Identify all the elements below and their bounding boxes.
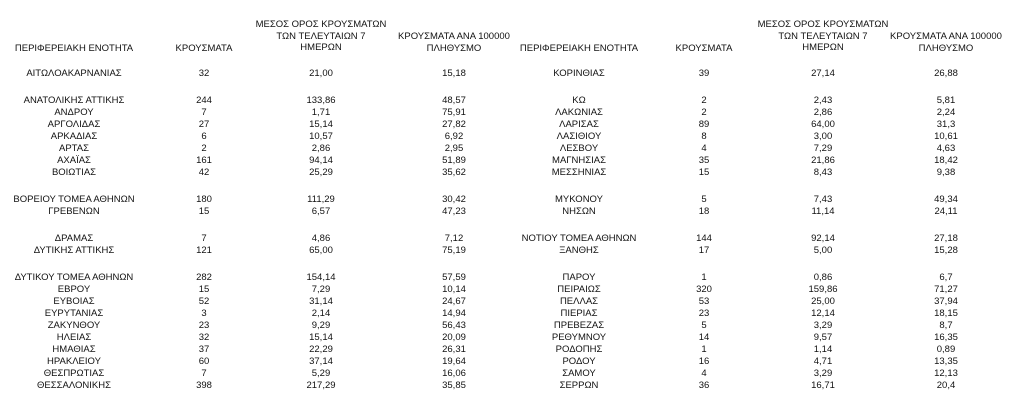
region-cell: ΗΛΕΙΑΣ bbox=[56, 332, 92, 343]
region-cell: ΣΑΜΟΥ bbox=[562, 368, 596, 379]
per100k-cell: 19,64 bbox=[442, 356, 466, 367]
avg7-cell: 25,29 bbox=[309, 167, 333, 178]
region-cell: ΕΒΡΟΥ bbox=[57, 284, 91, 295]
region-cell: ΠΙΕΡΙΑΣ bbox=[560, 308, 598, 319]
region-cell: ΑΡΓΟΛΙΔΑΣ bbox=[47, 119, 101, 130]
avg7-cell: 0,86 bbox=[813, 272, 833, 283]
region-cell: ΔΡΑΜΑΣ bbox=[54, 233, 94, 244]
cases-cell: 2 bbox=[701, 95, 707, 106]
cases-cell: 161 bbox=[196, 155, 212, 166]
cases-cell: 244 bbox=[196, 95, 212, 106]
cases-cell: 1 bbox=[701, 272, 707, 283]
cases-cell: 89 bbox=[698, 119, 710, 130]
avg7-cell: 92,14 bbox=[811, 233, 835, 244]
cases-cell: 23 bbox=[198, 320, 210, 331]
avg7-cell: 37,14 bbox=[309, 356, 333, 367]
avg7-cell: 21,00 bbox=[309, 68, 333, 79]
cases-cell: 144 bbox=[696, 233, 712, 244]
cases-cell: 52 bbox=[198, 296, 210, 307]
per100k-cell: 20,4 bbox=[936, 380, 956, 391]
region-cell: ΚΟΡΙΝΘΙΑΣ bbox=[553, 68, 605, 79]
region-cell: ΑΧΑΪΑΣ bbox=[57, 155, 91, 166]
per100k-cell: 10,61 bbox=[934, 131, 958, 142]
region-cell: ΜΕΣΣΗΝΙΑΣ bbox=[551, 167, 607, 178]
per100k-cell: 35,62 bbox=[442, 167, 466, 178]
header-per100k-left: ΚΡΟΥΣΜΑΤΑ ΑΝΑ 100000 ΠΛΗΘΥΣΜΟ bbox=[398, 31, 510, 54]
cases-cell: 39 bbox=[698, 68, 710, 79]
avg7-cell: 5,00 bbox=[813, 245, 833, 256]
region-cell: ΕΥΡΥΤΑΝΙΑΣ bbox=[44, 308, 104, 319]
header-avg7-right: ΜΕΣΟΣ ΟΡΟΣ ΚΡΟΥΣΜΑΤΩΝ ΤΩΝ ΤΕΛΕΥΤΑΙΩΝ 7 ΗΜΕΡΩΝ bbox=[757, 19, 889, 53]
avg7-cell: 22,29 bbox=[309, 344, 333, 355]
region-cell: ΛΑΡΙΣΑΣ bbox=[559, 119, 599, 130]
header-cases-left: ΚΡΟΥΣΜΑΤΑ bbox=[175, 43, 233, 54]
cases-cell: 15 bbox=[698, 167, 710, 178]
region-cell: ΜΥΚΟΝΟΥ bbox=[555, 194, 603, 205]
region-cell: ΗΜΑΘΙΑΣ bbox=[52, 344, 96, 355]
cases-cell: 53 bbox=[698, 296, 710, 307]
per100k-cell: 6,7 bbox=[939, 272, 953, 283]
avg7-cell: 111,29 bbox=[307, 194, 335, 205]
cases-cell: 2 bbox=[701, 107, 707, 118]
region-cell: ΑΡΚΑΔΙΑΣ bbox=[50, 131, 98, 142]
cases-cell: 32 bbox=[198, 332, 210, 343]
avg7-cell: 3,29 bbox=[813, 320, 833, 331]
per100k-cell: 24,67 bbox=[442, 296, 466, 307]
region-cell: ΕΥΒΟΙΑΣ bbox=[53, 296, 95, 307]
header-region-left: ΠΕΡΙΦΕΡΕΙΑΚΗ ΕΝΟΤΗΤΑ bbox=[14, 43, 134, 54]
cases-cell: 23 bbox=[698, 308, 710, 319]
cases-cell: 3 bbox=[201, 308, 207, 319]
avg7-cell: 7,43 bbox=[813, 194, 833, 205]
avg7-cell: 3,00 bbox=[813, 131, 833, 142]
avg7-cell: 9,57 bbox=[813, 332, 833, 343]
per100k-cell: 49,34 bbox=[934, 194, 958, 205]
region-cell: ΑΡΤΑΣ bbox=[59, 143, 89, 154]
cases-cell: 60 bbox=[198, 356, 210, 367]
per100k-cell: 24,11 bbox=[934, 206, 958, 217]
cases-cell: 37 bbox=[198, 344, 210, 355]
per100k-cell: 15,28 bbox=[934, 245, 958, 256]
region-cell: ΑΝΔΡΟΥ bbox=[54, 107, 94, 118]
avg7-cell: 21,86 bbox=[811, 155, 835, 166]
cases-cell: 1 bbox=[701, 344, 707, 355]
avg7-cell: 2,86 bbox=[311, 143, 331, 154]
cases-cell: 320 bbox=[696, 284, 712, 295]
avg7-cell: 4,71 bbox=[813, 356, 833, 367]
region-cell: ΖΑΚΥΝΘΟΥ bbox=[47, 320, 101, 331]
avg7-cell: 5,29 bbox=[311, 368, 331, 379]
per100k-cell: 30,42 bbox=[442, 194, 466, 205]
region-cell: ΛΕΣΒΟΥ bbox=[559, 143, 599, 154]
region-cell: ΓΡΕΒΕΝΩΝ bbox=[48, 206, 100, 217]
avg7-cell: 9,29 bbox=[311, 320, 331, 331]
per100k-cell: 47,23 bbox=[442, 206, 466, 217]
per100k-cell: 37,94 bbox=[934, 296, 958, 307]
avg7-cell: 12,14 bbox=[811, 308, 835, 319]
avg7-cell: 8,43 bbox=[813, 167, 833, 178]
avg7-cell: 217,29 bbox=[306, 380, 336, 391]
avg7-cell: 3,29 bbox=[813, 368, 833, 379]
cases-cell: 15 bbox=[198, 284, 210, 295]
cases-cell: 121 bbox=[196, 245, 212, 256]
per100k-cell: 75,19 bbox=[442, 245, 466, 256]
avg7-cell: 65,00 bbox=[309, 245, 333, 256]
per100k-cell: 10,14 bbox=[442, 284, 466, 295]
avg7-cell: 154,14 bbox=[306, 272, 336, 283]
region-cell: ΛΑΚΩΝΙΑΣ bbox=[555, 107, 603, 118]
region-cell: ΜΑΓΝΗΣΙΑΣ bbox=[552, 155, 606, 166]
avg7-cell: 15,14 bbox=[309, 119, 333, 130]
per100k-cell: 16,06 bbox=[442, 368, 466, 379]
per100k-cell: 7,12 bbox=[444, 233, 464, 244]
cases-cell: 16 bbox=[698, 356, 710, 367]
per100k-cell: 27,82 bbox=[442, 119, 466, 130]
avg7-cell: 16,71 bbox=[811, 380, 835, 391]
per100k-cell: 0,89 bbox=[936, 344, 956, 355]
cases-cell: 36 bbox=[698, 380, 710, 391]
per100k-cell: 4,63 bbox=[936, 143, 956, 154]
cases-cell: 35 bbox=[698, 155, 710, 166]
region-cell: ΡΟΔΟΥ bbox=[562, 356, 596, 367]
cases-cell: 17 bbox=[698, 245, 710, 256]
per100k-cell: 75,91 bbox=[442, 107, 466, 118]
region-cell: ΠΕΛΛΑΣ bbox=[559, 296, 599, 307]
per100k-cell: 13,35 bbox=[934, 356, 958, 367]
region-cell: ΑΝΑΤΟΛΙΚΗΣ ΑΤΤΙΚΗΣ bbox=[23, 95, 125, 106]
per100k-cell: 15,18 bbox=[442, 68, 466, 79]
region-cell: ΑΙΤΩΛΟΑΚΑΡΝΑΝΙΑΣ bbox=[26, 68, 122, 79]
region-cell: ΝΟΤΙΟΥ ΤΟΜΕΑ ΑΘΗΝΩΝ bbox=[521, 233, 637, 244]
cases-cell: 2 bbox=[201, 143, 207, 154]
header-avg7-left: ΜΕΣΟΣ ΟΡΟΣ ΚΡΟΥΣΜΑΤΩΝ ΤΩΝ ΤΕΛΕΥΤΑΙΩΝ 7 ΗΜΕΡΩΝ bbox=[255, 19, 387, 53]
avg7-cell: 27,14 bbox=[811, 68, 835, 79]
cases-cell: 282 bbox=[196, 272, 212, 283]
per100k-cell: 71,27 bbox=[934, 284, 958, 295]
header-region-right: ΠΕΡΙΦΕΡΕΙΑΚΗ ΕΝΟΤΗΤΑ bbox=[519, 43, 639, 54]
per100k-cell: 2,24 bbox=[936, 107, 956, 118]
per100k-cell: 16,35 bbox=[934, 332, 958, 343]
cases-cell: 5 bbox=[701, 194, 707, 205]
avg7-cell: 4,86 bbox=[311, 233, 331, 244]
per100k-cell: 8,7 bbox=[939, 320, 953, 331]
per100k-cell: 56,43 bbox=[442, 320, 466, 331]
per100k-cell: 9,38 bbox=[936, 167, 956, 178]
avg7-cell: 6,57 bbox=[311, 206, 331, 217]
header-per100k-right: ΚΡΟΥΣΜΑΤΑ ΑΝΑ 100000 ΠΛΗΘΥΣΜΟ bbox=[890, 31, 1002, 54]
cases-cell: 15 bbox=[198, 206, 210, 217]
cases-cell: 27 bbox=[198, 119, 210, 130]
region-cell: ΡΟΔΟΠΗΣ bbox=[555, 344, 603, 355]
per100k-cell: 31,3 bbox=[936, 119, 956, 130]
cases-cell: 4 bbox=[701, 143, 707, 154]
per100k-cell: 57,59 bbox=[442, 272, 466, 283]
per100k-cell: 35,85 bbox=[442, 380, 466, 391]
region-cell: ΘΕΣΣΑΛΟΝΙΚΗΣ bbox=[37, 380, 111, 391]
region-cell: ΔΥΤΙΚΗΣ ΑΤΤΙΚΗΣ bbox=[33, 245, 115, 256]
cases-cell: 180 bbox=[196, 194, 212, 205]
cases-cell: 42 bbox=[198, 167, 210, 178]
avg7-cell: 2,14 bbox=[311, 308, 331, 319]
region-cell: ΝΗΣΩΝ bbox=[562, 206, 596, 217]
per100k-cell: 27,18 bbox=[934, 233, 958, 244]
per100k-cell: 18,15 bbox=[934, 308, 958, 319]
per100k-cell: 26,31 bbox=[442, 344, 466, 355]
avg7-cell: 31,14 bbox=[309, 296, 333, 307]
cases-cell: 7 bbox=[201, 107, 207, 118]
avg7-cell: 7,29 bbox=[311, 284, 331, 295]
avg7-cell: 2,86 bbox=[813, 107, 833, 118]
per100k-cell: 48,57 bbox=[442, 95, 466, 106]
cases-cell: 4 bbox=[701, 368, 707, 379]
cases-cell: 7 bbox=[201, 368, 207, 379]
region-cell: ΡΕΘΥΜΝΟΥ bbox=[551, 332, 607, 343]
cases-cell: 32 bbox=[198, 68, 210, 79]
region-cell: ΠΑΡΟΥ bbox=[562, 272, 596, 283]
avg7-cell: 7,29 bbox=[813, 143, 833, 154]
avg7-cell: 15,14 bbox=[309, 332, 333, 343]
per100k-cell: 5,81 bbox=[936, 95, 956, 106]
per100k-cell: 26,88 bbox=[934, 68, 958, 79]
avg7-cell: 1,14 bbox=[813, 344, 833, 355]
per100k-cell: 2,95 bbox=[444, 143, 464, 154]
region-cell: ΠΕΙΡΑΙΩΣ bbox=[557, 284, 601, 295]
cases-cell: 18 bbox=[698, 206, 710, 217]
region-cell: ΛΑΣΙΘΙΟΥ bbox=[556, 131, 602, 142]
region-cell: ΗΡΑΚΛΕΙΟΥ bbox=[47, 356, 101, 367]
region-cell: ΣΕΡΡΩΝ bbox=[559, 380, 599, 391]
per100k-cell: 18,42 bbox=[934, 155, 958, 166]
cases-cell: 6 bbox=[201, 131, 207, 142]
per100k-cell: 14,94 bbox=[442, 308, 466, 319]
avg7-cell: 133,86 bbox=[306, 95, 336, 106]
avg7-cell: 2,43 bbox=[813, 95, 833, 106]
avg7-cell: 64,00 bbox=[811, 119, 835, 130]
region-cell: ΞΑΝΘΗΣ bbox=[559, 245, 599, 256]
region-cell: ΚΩ bbox=[572, 95, 586, 106]
per100k-cell: 6,92 bbox=[444, 131, 464, 142]
avg7-cell: 11,14 bbox=[811, 206, 835, 217]
per100k-cell: 20,09 bbox=[442, 332, 466, 343]
region-cell: ΘΕΣΠΡΩΤΙΑΣ bbox=[43, 368, 105, 379]
per100k-cell: 12,13 bbox=[934, 368, 958, 379]
avg7-cell: 10,57 bbox=[309, 131, 333, 142]
region-cell: ΔΥΤΙΚΟΥ ΤΟΜΕΑ ΑΘΗΝΩΝ bbox=[14, 272, 134, 283]
cases-cell: 14 bbox=[698, 332, 710, 343]
cases-cell: 398 bbox=[196, 380, 212, 391]
region-cell: ΒΟΡΕΙΟΥ ΤΟΜΕΑ ΑΘΗΝΩΝ bbox=[13, 194, 135, 205]
cases-cell: 8 bbox=[701, 131, 707, 142]
cases-cell: 7 bbox=[201, 233, 207, 244]
avg7-cell: 94,14 bbox=[309, 155, 333, 166]
avg7-cell: 1,71 bbox=[311, 107, 331, 118]
header-cases-right: ΚΡΟΥΣΜΑΤΑ bbox=[675, 43, 733, 54]
region-cell: ΒΟΙΩΤΙΑΣ bbox=[51, 167, 97, 178]
per100k-cell: 51,89 bbox=[442, 155, 466, 166]
region-cell: ΠΡΕΒΕΖΑΣ bbox=[553, 320, 605, 331]
cases-cell: 5 bbox=[701, 320, 707, 331]
avg7-cell: 159,86 bbox=[808, 284, 838, 295]
avg7-cell: 25,00 bbox=[811, 296, 835, 307]
